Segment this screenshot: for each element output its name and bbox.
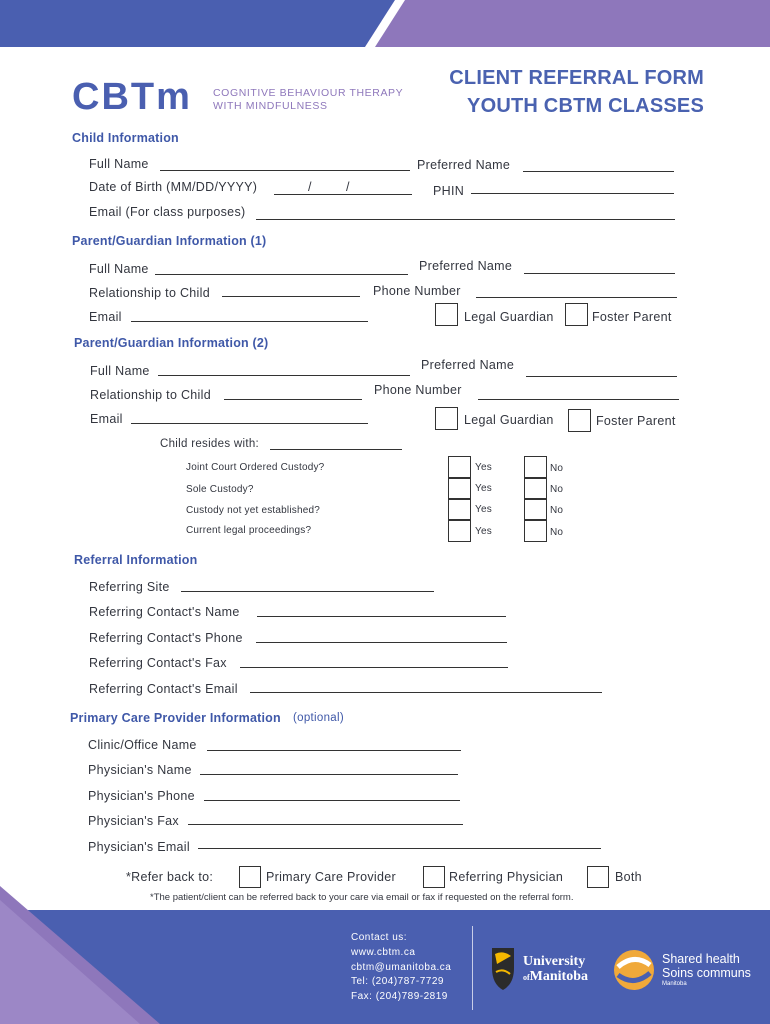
custody-notest-yes-checkbox[interactable] [448,499,471,520]
custody-joint-no-checkbox[interactable] [524,456,547,478]
pcp-physician-fax-label: Physician's Fax [88,814,179,828]
child-email-label: Email (For class purposes) [89,205,246,219]
refer-back-pcp-label: Primary Care Provider [266,870,396,884]
guardian2-heading: Parent/Guardian Information (2) [74,336,269,350]
guardian1-full-name-label: Full Name [89,262,149,276]
cbtm-logo [72,78,192,116]
child-preferred-name-label: Preferred Name [417,158,511,172]
custody-legal-yes-label: Yes [475,526,492,537]
guardian1-full-name-field[interactable] [155,274,408,275]
guardian1-heading: Parent/Guardian Information (1) [72,234,267,248]
custody-question-legal-proceedings: Current legal proceedings? [186,525,312,536]
pcp-physician-name-label: Physician's Name [88,763,192,777]
shared-health-icon [612,949,656,991]
guardian2-full-name-label: Full Name [90,364,150,378]
guardian2-phone-label: Phone Number [374,383,462,397]
shared-health-text [662,952,751,988]
form-subtitle: YOUTH CBTM CLASSES [467,95,704,117]
child-phin-field[interactable] [471,193,674,194]
custody-sole-yes-label: Yes [475,483,492,494]
pcp-physician-phone-label: Physician's Phone [88,789,195,803]
pcp-physician-email-label: Physician's Email [88,840,190,854]
guardian2-legal-checkbox[interactable] [435,407,458,430]
custody-sole-no-label: No [550,484,564,495]
custody-sole-no-checkbox[interactable] [524,478,547,499]
contact-tel: Tel: (204)787-7729 [351,976,444,988]
dob-separator-1: / [308,180,312,194]
guardian2-relationship-label: Relationship to Child [90,388,211,402]
referring-site-field[interactable] [181,591,434,592]
pcp-clinic-label: Clinic/Office Name [88,738,197,752]
guardian1-relationship-field[interactable] [222,296,360,297]
logo-tagline-line-1: COGNITIVE BEHAVIOUR THERAPY [213,87,404,99]
guardian2-legal-label: Legal Guardian [464,413,554,427]
referring-contact-name-label: Referring Contact's Name [89,605,240,619]
guardian1-preferred-name-field[interactable] [524,273,675,274]
child-full-name-field[interactable] [160,170,410,171]
referring-site-label: Referring Site [89,580,170,594]
logo-tagline [213,87,403,113]
referring-contact-fax-field[interactable] [240,667,508,668]
refer-back-note: *The patient/client can be referred back to your care via email or fax if requested on the referral form. [150,892,574,903]
form-title: CLIENT REFERRAL FORM [449,67,704,89]
custody-notest-yes-label: Yes [475,504,492,515]
guardian1-preferred-name-label: Preferred Name [419,259,513,273]
contact-email[interactable]: cbtm@umanitoba.ca [351,961,452,973]
custody-notest-no-label: No [550,505,564,516]
guardian2-email-label: Email [90,412,123,426]
child-preferred-name-field[interactable] [523,171,674,172]
logo-text: CBTm [72,76,192,118]
guardian2-preferred-name-label: Preferred Name [421,358,515,372]
custody-question-joint: Joint Court Ordered Custody? [186,462,325,473]
pcp-physician-fax-field[interactable] [188,824,463,825]
custody-question-sole: Sole Custody? [186,484,254,495]
guardian1-phone-field[interactable] [476,297,677,298]
guardian2-full-name-field[interactable] [158,375,410,376]
child-info-heading: Child Information [72,131,179,145]
custody-legal-yes-checkbox[interactable] [448,520,471,542]
contact-website[interactable]: www.cbtm.ca [351,946,416,958]
uofm-line-1: University [523,954,586,969]
child-email-field[interactable] [256,219,675,220]
pcp-optional-label: (optional) [293,712,344,724]
refer-back-physician-label: Referring Physician [449,870,564,884]
contact-fax: Fax: (204)789-2819 [351,991,448,1003]
refer-back-label: *Refer back to: [126,870,214,884]
refer-back-both-label: Both [615,870,642,884]
pcp-physician-name-field[interactable] [200,774,458,775]
dob-separator-2: / [346,180,350,194]
custody-notest-no-checkbox[interactable] [524,499,547,520]
referring-contact-name-field[interactable] [257,616,506,617]
referral-heading: Referral Information [74,553,198,567]
guardian2-phone-field[interactable] [478,399,679,400]
guardian1-relationship-label: Relationship to Child [89,286,210,300]
footer-divider [472,926,473,1010]
custody-sole-yes-checkbox[interactable] [448,478,471,499]
uofm-line-2: Manitoba [529,969,589,984]
uofm-logo-text [523,955,588,985]
header-band [0,0,770,47]
guardian1-email-field[interactable] [131,321,368,322]
shared-health-line-2: Soins communs [662,966,751,980]
referring-contact-phone-field[interactable] [256,642,507,643]
shared-health-line-1: Shared health [662,952,740,966]
guardian2-preferred-name-field[interactable] [526,376,677,377]
uofm-of: of [523,973,530,982]
guardian1-phone-label: Phone Number [373,284,461,298]
guardian1-foster-label: Foster Parent [592,310,672,324]
guardian2-relationship-field[interactable] [224,399,362,400]
guardian1-legal-label: Legal Guardian [464,310,554,324]
guardian1-foster-checkbox[interactable] [565,303,588,326]
contact-heading: Contact us: [351,932,408,943]
referring-contact-phone-label: Referring Contact's Phone [89,631,243,645]
contact-block [351,931,451,1005]
custody-joint-no-label: No [550,463,564,474]
custody-legal-no-checkbox[interactable] [524,520,547,542]
guardian1-legal-checkbox[interactable] [435,303,458,326]
guardian1-email-label: Email [89,310,122,324]
custody-joint-yes-label: Yes [475,462,492,473]
refer-back-physician-checkbox[interactable] [423,866,445,888]
child-full-name-label: Full Name [89,157,149,171]
guardian2-email-field[interactable] [131,423,368,424]
custody-joint-yes-checkbox[interactable] [448,456,471,478]
pcp-physician-phone-field[interactable] [204,800,460,801]
pcp-physician-email-field[interactable] [198,848,601,849]
custody-legal-no-label: No [550,527,564,538]
child-dob-field[interactable] [274,194,412,195]
child-resides-label: Child resides with: [160,438,260,450]
guardian2-foster-label: Foster Parent [596,414,676,428]
child-resides-field[interactable] [270,449,402,450]
logo-tagline-line-2: WITH MINDFULNESS [213,100,328,112]
pcp-heading: Primary Care Provider Information [70,711,281,725]
child-phin-label: PHIN [433,184,465,198]
pcp-clinic-field[interactable] [207,750,461,751]
referring-contact-email-field[interactable] [250,692,602,693]
guardian2-foster-checkbox[interactable] [568,409,591,432]
shared-health-line-3: Manitoba [662,981,687,987]
refer-back-pcp-checkbox[interactable] [239,866,261,888]
custody-question-not-established: Custody not yet established? [186,505,321,516]
uofm-crest-icon [488,944,518,992]
refer-back-both-checkbox[interactable] [587,866,609,888]
referring-contact-email-label: Referring Contact's Email [89,682,238,696]
referring-contact-fax-label: Referring Contact's Fax [89,656,227,670]
child-dob-label: Date of Birth (MM/DD/YYYY) [89,180,258,194]
